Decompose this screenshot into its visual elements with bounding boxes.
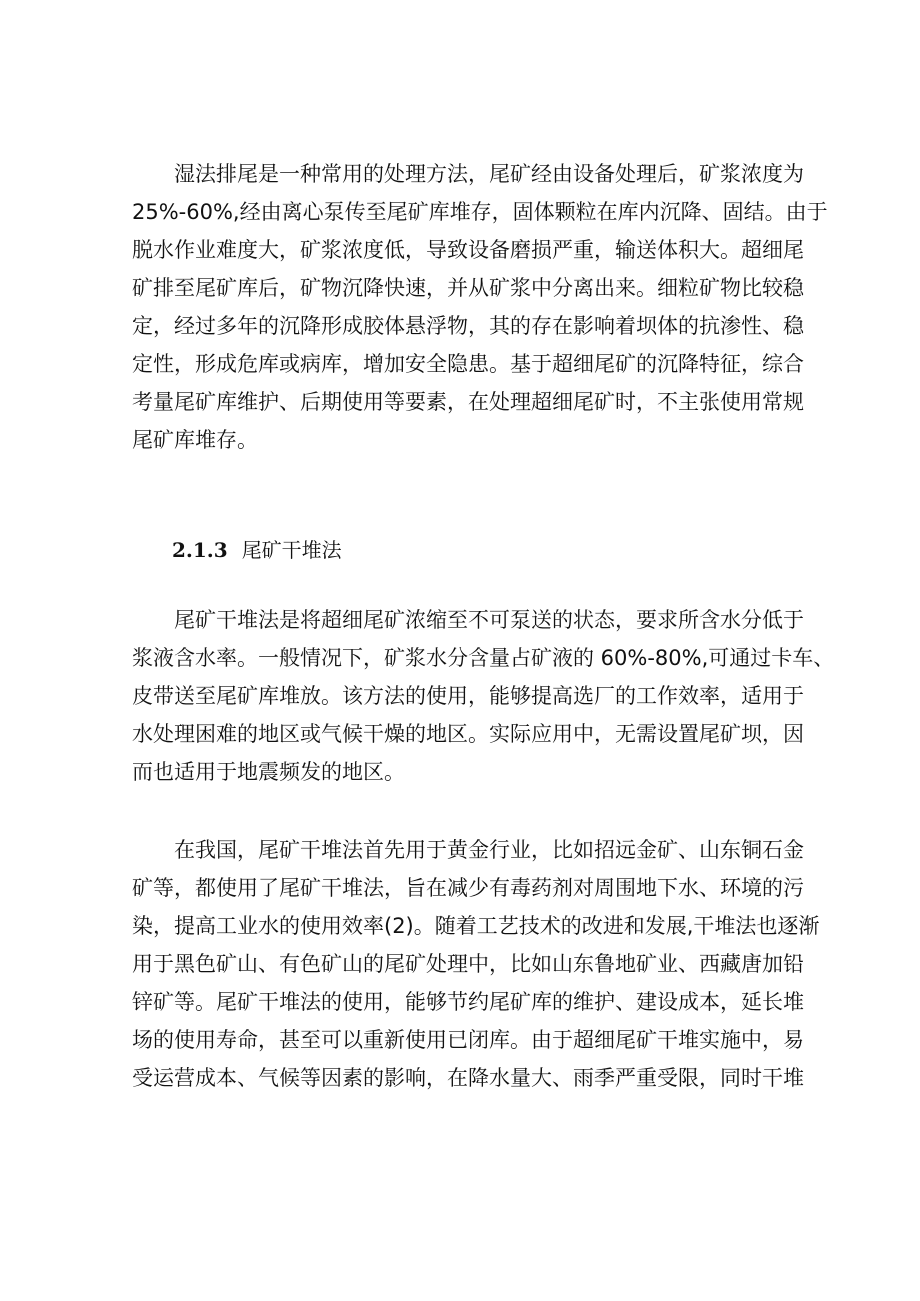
paragraph-line: 锌矿等。尾矿干堆法的使用，能够节约尾矿库的维护、建设成本，延长堆 xyxy=(132,990,804,1014)
section-title: 尾矿干堆法 xyxy=(241,538,342,562)
paragraph-line: 受运营成本、气候等因素的影响，在降水量大、雨季严重受限，同时干堆 xyxy=(132,1066,804,1090)
section-number: 2.1.3 xyxy=(172,538,228,562)
paragraph-line: 定性，形成危库或病库，增加安全隐患。基于超细尾矿的沉降特征，综合 xyxy=(132,352,804,376)
section-heading xyxy=(172,531,342,569)
paragraph-line: 而也适用于地震频发的地区。 xyxy=(132,760,405,784)
paragraph-line: 在我国，尾矿干堆法首先用于黄金行业，比如招远金矿、山东铜石金 xyxy=(174,838,804,862)
paragraph-line: 定，经过多年的沉降形成胶体悬浮物，其的存在影响着坝体的抗渗性、稳 xyxy=(132,314,804,338)
paragraph-line: 染，提高工业水的使用效率(2)。随着工艺技术的改进和发展,干堆法也逐渐 xyxy=(132,914,820,938)
paragraph-line: 考量尾矿库维护、后期使用等要素，在处理超细尾矿时，不主张使用常规 xyxy=(132,390,804,414)
paragraph-dry-stacking-method xyxy=(132,601,835,791)
paragraph-line: 用于黑色矿山、有色矿山的尾矿处理中，比如山东鲁地矿业、西藏唐加铅 xyxy=(132,952,804,976)
paragraph-line: 场的使用寿命，甚至可以重新使用已闭库。由于超细尾矿干堆实施中，易 xyxy=(132,1028,804,1052)
paragraph-line: 尾矿库堆存。 xyxy=(132,428,258,452)
paragraph-line: 脱水作业难度大，矿浆浓度低，导致设备磨损严重，输送体积大。超细尾 xyxy=(132,238,804,262)
paragraph-line: 浆液含水率。一般情况下，矿浆水分含量占矿液的 60%-80%,可通过卡车、 xyxy=(132,646,835,670)
paragraph-line: 尾矿干堆法是将超细尾矿浓缩至不可泵送的状态，要求所含水分低于 xyxy=(174,608,804,632)
paragraph-wet-tailings-discharge xyxy=(132,155,828,459)
paragraph-line: 皮带送至尾矿库堆放。该方法的使用，能够提高选厂的工作效率，适用于 xyxy=(132,684,804,708)
paragraph-line: 湿法排尾是一种常用的处理方法，尾矿经由设备处理后，矿浆浓度为 xyxy=(174,162,804,186)
paragraph-line: 水处理困难的地区或气候干燥的地区。实际应用中，无需设置尾矿坝，因 xyxy=(132,722,804,746)
paragraph-line: 矿排至尾矿库后，矿物沉降快速，并从矿浆中分离出来。细粒矿物比较稳 xyxy=(132,276,804,300)
paragraph-line: 矿等，都使用了尾矿干堆法，旨在减少有毒药剂对周围地下水、环境的污 xyxy=(132,876,804,900)
paragraph-line: 25%-60%,经由离心泵传至尾矿库堆存，固体颗粒在库内沉降、固结。由于 xyxy=(132,200,828,224)
paragraph-dry-stacking-in-china xyxy=(132,831,820,1097)
